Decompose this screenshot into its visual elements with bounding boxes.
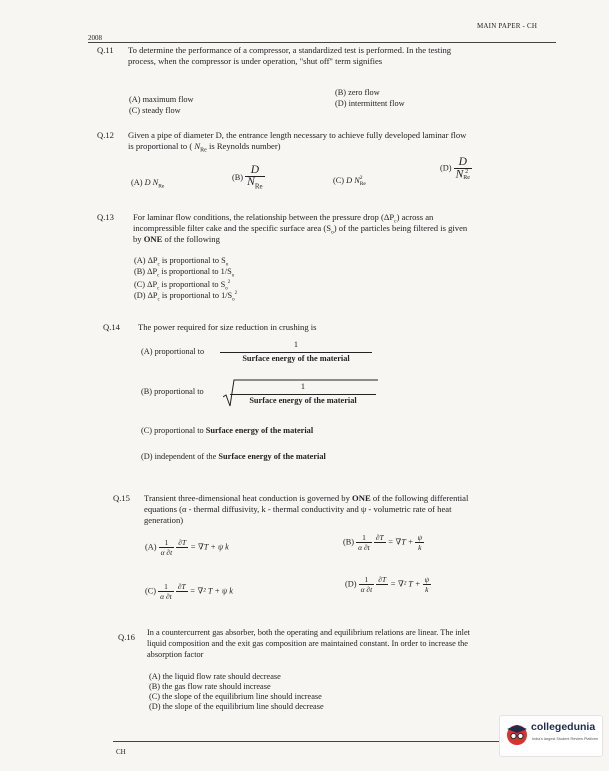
question-text: The power required for size reduction in crushing is [138,322,317,332]
question-text: generation) [144,515,184,525]
option-d: (D) independent of the Surface energy of the material [141,452,326,461]
question-text: For laminar flow conditions, the relationship between the pressure drop $(\Delta P_c)$ across an [133,212,434,225]
option-c: (C) proportional to Surface energy of the material [141,426,314,435]
question-number: Q.12 [97,130,114,140]
question-number: Q.16 [118,632,135,642]
option-a: (A) $\frac{1}{\alpha \partial t}$ ∂T = ∇T + ψ k [145,538,229,557]
option-c: (C) $\frac{1}{\alpha \partial t}$ ∂T = ∇² T + ψ k [145,582,233,601]
question-text: is proportional to ( $N_{Re}$ is Reynolds number) [128,141,281,154]
option-c: (C) $\Delta P_c$ is proportional to $S_o^2$ [134,279,231,292]
option-c: (C) D N 2 Re [333,175,366,187]
option-a: (A) proportional to [141,347,205,356]
question-number: Q.15 [113,493,130,503]
question-text: To determine the performance of a compressor, a standardized test is performed. In the testing [128,45,452,55]
graduate-icon [505,722,529,746]
option-d: (D) $\frac{1}{\alpha \partial t}$ ∂T = ∇² T + $\frac{\psi}{k}$ [345,575,430,594]
option-b: (B) $\frac{D}{N_{Re}}$ [232,164,263,190]
option-b: (B) $\Delta P_c$ is proportional to $1/S_o$ [134,267,235,279]
question-text: by ONE of the following [133,234,220,244]
question-text: process, when the compressor is under operation, "shut off" term signifies [128,56,383,66]
paper-header: MAIN PAPER - CH [477,22,538,30]
option-a: (A) $\Delta P_c$ is proportional to $S_o$ [134,256,229,268]
option-d: (D) $\Delta P_c$ is proportional to $1/S_o^2$ [134,290,238,303]
question-text: Given a pipe of diameter D, the entrance length necessary to achieve fully developed laminar flow [128,130,467,140]
question-text: incompressible filter cake and the specific surface area $(S_o)$ of the particles being filtered is given [133,223,468,236]
option-a-fraction: 1 Surface energy of the material [220,340,372,364]
option-d: (D) the slope of the equilibrium line should decrease [149,702,324,711]
question-text: absorption factor [147,650,204,659]
question-text: equations (α - thermal diffusivity, k - thermal conductivity and ψ - volumetric rate of heat [144,504,452,514]
option-c: (C) steady flow [129,106,181,115]
question-text: Transient three-dimensional heat conduction is governed by ONE of the following differential [144,493,469,503]
option-c: (C) the slope of the equilibrium line should increase [149,692,322,701]
option-b: (B) the gas flow rate should increase [149,682,271,691]
question-number: Q.11 [97,45,114,55]
option-a: (A) maximum flow [129,95,194,104]
option-b: (B) $\frac{1}{\alpha \partial t}$ ∂T = ∇T + $\frac{\psi}{k}$ [343,533,423,552]
question-text: In a countercurrent gas absorber, both the operating and equilibrium relations are linear. The inlet [147,628,470,637]
option-d: (D) intermittent flow [335,99,405,108]
option-b: (B) zero flow [335,88,380,97]
brand-tagline: India's largest Student Review Platform [532,737,599,741]
brand-name: collegedunia [531,721,596,733]
option-a: (A) the liquid flow rate should decrease [149,672,281,681]
option-b-fraction: 1 Surface energy of the material [230,382,376,406]
option-d: (D) D N 2 Re [440,156,470,181]
header-rule [88,42,556,43]
footer-rule [113,741,557,742]
footer-code: CH [116,748,126,756]
question-number: Q.14 [103,322,120,332]
paper-year: 2008 [88,34,102,42]
option-a: (A) D $N_{Re}$ [131,178,165,190]
question-number: Q.13 [97,212,114,222]
question-text: liquid composition and the exit gas composition are maintained constant. In order to increase the [147,639,468,648]
option-b: (B) proportional to [141,387,204,396]
